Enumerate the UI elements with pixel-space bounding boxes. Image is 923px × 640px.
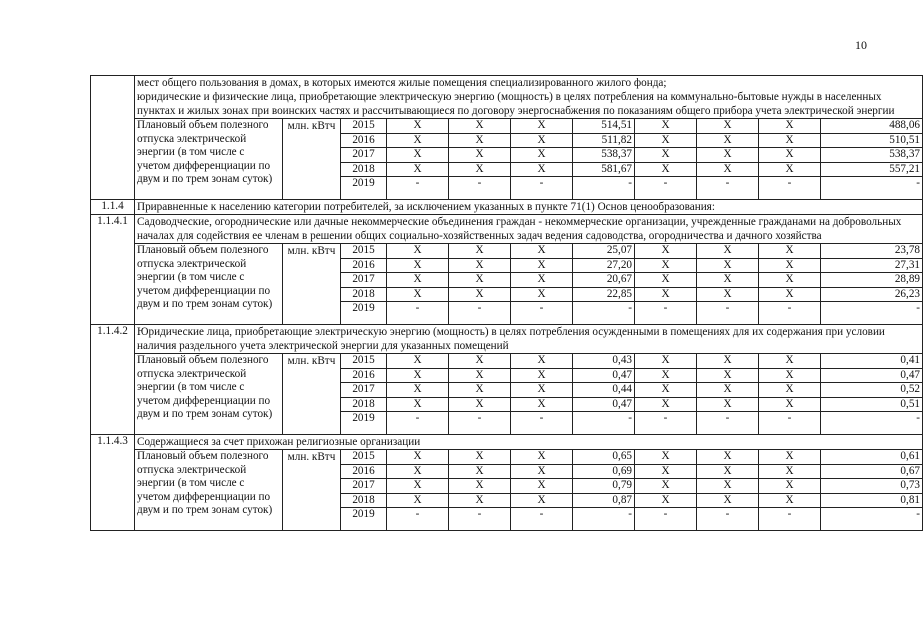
year-cell: 2018 (341, 287, 387, 302)
value-cell: 23,78 (821, 244, 923, 259)
value-cell: 511,82 (573, 133, 635, 148)
value-cell: X (635, 162, 697, 177)
value-cell: X (759, 244, 821, 259)
value-cell: X (635, 258, 697, 273)
row-label: Плановый объем полезного отпуска электрической энергии (в том числе с учетом дифференциации по двум и по трем зонам суток) (135, 354, 283, 435)
year-cell: 2019 (341, 508, 387, 531)
value-cell: - (573, 508, 635, 531)
section-header-text: Приравненные к населению категории потребителей, за исключением указанных в пункте 71(1) Основ ценообразования: (135, 200, 923, 215)
value-cell: X (387, 133, 449, 148)
value-cell: 20,67 (573, 273, 635, 288)
value-cell: X (697, 133, 759, 148)
value-cell: X (387, 162, 449, 177)
value-cell: 26,23 (821, 287, 923, 302)
page-number: 10 (855, 38, 867, 52)
intro-text: мест общего пользования в домах, в которых имеются жилые помещения специализированного жилого фонда; (137, 77, 667, 89)
value-cell: X (759, 133, 821, 148)
value-cell: X (449, 162, 511, 177)
value-cell: X (449, 493, 511, 508)
section-number: 1.1.4.2 (91, 325, 135, 435)
value-cell: X (635, 244, 697, 259)
value-cell: - (635, 412, 697, 435)
value-cell: - (387, 177, 449, 200)
value-cell: X (635, 287, 697, 302)
value-cell: - (387, 302, 449, 325)
value-cell: X (759, 162, 821, 177)
value-cell: X (449, 273, 511, 288)
value-cell: - (387, 508, 449, 531)
value-cell: X (449, 464, 511, 479)
value-cell: 27,20 (573, 258, 635, 273)
section-title (135, 215, 923, 244)
value-cell: X (635, 397, 697, 412)
value-cell: X (511, 493, 573, 508)
value-cell: X (511, 273, 573, 288)
year-cell: 2019 (341, 177, 387, 200)
value-cell: - (449, 177, 511, 200)
section-title (135, 76, 923, 119)
value-cell: X (759, 397, 821, 412)
value-cell: X (387, 383, 449, 398)
value-cell: X (511, 397, 573, 412)
year-cell: 2018 (341, 493, 387, 508)
year-cell: 2017 (341, 148, 387, 163)
value-cell: X (697, 287, 759, 302)
value-cell: X (511, 450, 573, 465)
tariff-volume-table (90, 75, 923, 531)
value-cell: X (635, 450, 697, 465)
value-cell: - (759, 508, 821, 531)
value-cell: X (697, 119, 759, 134)
value-cell: X (697, 258, 759, 273)
year-cell: 2017 (341, 273, 387, 288)
value-cell: 28,89 (821, 273, 923, 288)
value-cell: X (449, 368, 511, 383)
value-cell: - (759, 302, 821, 325)
value-cell: 510,51 (821, 133, 923, 148)
value-cell: 557,21 (821, 162, 923, 177)
value-cell: 0,47 (821, 368, 923, 383)
table-row (91, 450, 923, 465)
year-cell: 2019 (341, 412, 387, 435)
value-cell: X (759, 383, 821, 398)
value-cell: 0,47 (573, 368, 635, 383)
section-title (135, 325, 923, 354)
value-cell: 0,51 (821, 397, 923, 412)
section-number: 1.1.4.3 (91, 435, 135, 531)
unit-cell: млн. кВтч (283, 119, 341, 200)
value-cell: X (635, 273, 697, 288)
value-cell: X (697, 244, 759, 259)
value-cell: X (449, 479, 511, 494)
value-cell: 27,31 (821, 258, 923, 273)
value-cell: X (635, 493, 697, 508)
value-cell: - (697, 412, 759, 435)
value-cell: 0,67 (821, 464, 923, 479)
value-cell: - (821, 302, 923, 325)
value-cell: 0,61 (821, 450, 923, 465)
value-cell: - (697, 302, 759, 325)
section-title-row (91, 76, 923, 119)
value-cell: X (449, 287, 511, 302)
value-cell: 0,44 (573, 383, 635, 398)
year-cell: 2016 (341, 133, 387, 148)
value-cell: - (759, 177, 821, 200)
value-cell: - (449, 412, 511, 435)
value-cell: X (697, 493, 759, 508)
value-cell: X (449, 354, 511, 369)
row-label: Плановый объем полезного отпуска электрической энергии (в том числе с учетом дифференциации по двум и по трем зонам суток) (135, 244, 283, 325)
value-cell: 0,79 (573, 479, 635, 494)
value-cell: 25,07 (573, 244, 635, 259)
value-cell: X (387, 464, 449, 479)
section-title-text: Содержащиеся за счет прихожан религиозные организации (137, 436, 421, 448)
value-cell: X (511, 287, 573, 302)
year-cell: 2018 (341, 397, 387, 412)
value-cell: X (697, 273, 759, 288)
value-cell: X (387, 258, 449, 273)
value-cell: X (387, 148, 449, 163)
value-cell: X (387, 450, 449, 465)
value-cell: X (449, 397, 511, 412)
value-cell: X (697, 397, 759, 412)
value-cell: X (759, 287, 821, 302)
value-cell: - (573, 412, 635, 435)
value-cell: X (759, 148, 821, 163)
year-cell: 2019 (341, 302, 387, 325)
section-header-row (91, 200, 923, 215)
value-cell: X (697, 464, 759, 479)
value-cell: X (511, 368, 573, 383)
unit-cell: млн. кВтч (283, 354, 341, 435)
value-cell: 0,41 (821, 354, 923, 369)
value-cell: X (759, 493, 821, 508)
value-cell: X (511, 464, 573, 479)
value-cell: 538,37 (573, 148, 635, 163)
year-cell: 2015 (341, 450, 387, 465)
year-cell: 2015 (341, 244, 387, 259)
unit-cell: млн. кВтч (283, 450, 341, 531)
value-cell: - (635, 302, 697, 325)
year-cell: 2017 (341, 479, 387, 494)
value-cell: X (697, 162, 759, 177)
value-cell: X (635, 479, 697, 494)
value-cell: - (821, 508, 923, 531)
value-cell: 0,43 (573, 354, 635, 369)
value-cell: 0,87 (573, 493, 635, 508)
value-cell: X (697, 368, 759, 383)
value-cell: X (511, 479, 573, 494)
table-row (91, 244, 923, 259)
value-cell: - (449, 302, 511, 325)
value-cell: - (635, 177, 697, 200)
year-cell: 2017 (341, 383, 387, 398)
section-title-text: Садоводческие, огороднические или дачные некоммерческие объединения граждан - некоммерческие организации, учрежденные гражданами на добровольных началах для содействия ее членам в решении общих социально-хозяйственных задач ведения садоводства, огородничества и дачного хозяйства (137, 216, 902, 242)
value-cell: 0,47 (573, 397, 635, 412)
value-cell: - (511, 508, 573, 531)
value-cell: X (449, 119, 511, 134)
value-cell: 538,37 (821, 148, 923, 163)
value-cell: X (635, 383, 697, 398)
value-cell: X (759, 368, 821, 383)
section-number (91, 76, 135, 200)
value-cell: X (511, 148, 573, 163)
value-cell: X (635, 354, 697, 369)
value-cell: X (449, 133, 511, 148)
value-cell: X (759, 450, 821, 465)
value-cell: 514,51 (573, 119, 635, 134)
row-label: Плановый объем полезного отпуска электрической энергии (в том числе с учетом дифференциации по двум и по трем зонам суток) (135, 450, 283, 531)
unit-cell: млн. кВтч (283, 244, 341, 325)
value-cell: - (573, 177, 635, 200)
value-cell: X (387, 397, 449, 412)
value-cell: X (635, 133, 697, 148)
value-cell: X (449, 148, 511, 163)
value-cell: X (387, 354, 449, 369)
year-cell: 2016 (341, 368, 387, 383)
year-cell: 2016 (341, 464, 387, 479)
value-cell: 0,81 (821, 493, 923, 508)
value-cell: X (697, 450, 759, 465)
value-cell: X (697, 479, 759, 494)
value-cell: X (759, 479, 821, 494)
value-cell: X (387, 244, 449, 259)
value-cell: X (635, 464, 697, 479)
value-cell: X (387, 493, 449, 508)
value-cell: X (449, 244, 511, 259)
value-cell: X (387, 273, 449, 288)
value-cell: X (511, 383, 573, 398)
value-cell: X (511, 354, 573, 369)
value-cell: - (511, 177, 573, 200)
value-cell: - (821, 177, 923, 200)
value-cell: X (759, 354, 821, 369)
value-cell: X (511, 133, 573, 148)
value-cell: - (573, 302, 635, 325)
value-cell: X (635, 119, 697, 134)
value-cell: - (511, 412, 573, 435)
value-cell: 0,52 (821, 383, 923, 398)
value-cell: X (387, 287, 449, 302)
section-title-row (91, 435, 923, 450)
value-cell: X (449, 258, 511, 273)
value-cell: 0,73 (821, 479, 923, 494)
value-cell: X (697, 354, 759, 369)
year-cell: 2015 (341, 119, 387, 134)
section-title-text: Юридические лица, приобретающие электрическую энергию (мощность) в целях потребления осужденными в помещениях для их содержания при условии наличия раздельного учета электрической энергии для указанных помещений (137, 326, 885, 352)
value-cell: X (387, 479, 449, 494)
value-cell: X (759, 464, 821, 479)
value-cell: 488,06 (821, 119, 923, 134)
value-cell: - (759, 412, 821, 435)
value-cell: X (635, 368, 697, 383)
value-cell: X (511, 162, 573, 177)
table-row (91, 119, 923, 134)
value-cell: X (511, 258, 573, 273)
year-cell: 2016 (341, 258, 387, 273)
value-cell: X (449, 383, 511, 398)
value-cell: - (387, 412, 449, 435)
section-title-text: юридические и физические лица, приобретающие электрическую энергию (мощность) в целях потребления на коммунально-бытовые нужды в населенных пунктах и жилых зонах при воинских частях и рассчитывающиеся по договору энергоснабжения по показаниям общего прибора учета электрической энергии (137, 91, 895, 117)
section-number: 1.1.4 (91, 200, 135, 215)
value-cell: - (821, 412, 923, 435)
value-cell: 581,67 (573, 162, 635, 177)
section-title-row (91, 215, 923, 244)
value-cell: X (759, 273, 821, 288)
year-cell: 2015 (341, 354, 387, 369)
value-cell: - (511, 302, 573, 325)
value-cell: 0,69 (573, 464, 635, 479)
value-cell: - (449, 508, 511, 531)
section-title-row (91, 325, 923, 354)
value-cell: X (449, 450, 511, 465)
section-title (135, 435, 923, 450)
value-cell: X (635, 148, 697, 163)
year-cell: 2018 (341, 162, 387, 177)
value-cell: X (697, 383, 759, 398)
table-row (91, 354, 923, 369)
value-cell: X (759, 119, 821, 134)
value-cell: X (511, 119, 573, 134)
value-cell: - (697, 177, 759, 200)
value-cell: X (387, 119, 449, 134)
value-cell: - (635, 508, 697, 531)
value-cell: X (697, 148, 759, 163)
section-number: 1.1.4.1 (91, 215, 135, 325)
value-cell: 22,85 (573, 287, 635, 302)
row-label: Плановый объем полезного отпуска электрической энергии (в том числе с учетом дифференциации по двум и по трем зонам суток) (135, 119, 283, 200)
value-cell: 0,65 (573, 450, 635, 465)
value-cell: X (387, 368, 449, 383)
value-cell: X (759, 258, 821, 273)
value-cell: - (697, 508, 759, 531)
value-cell: X (511, 244, 573, 259)
